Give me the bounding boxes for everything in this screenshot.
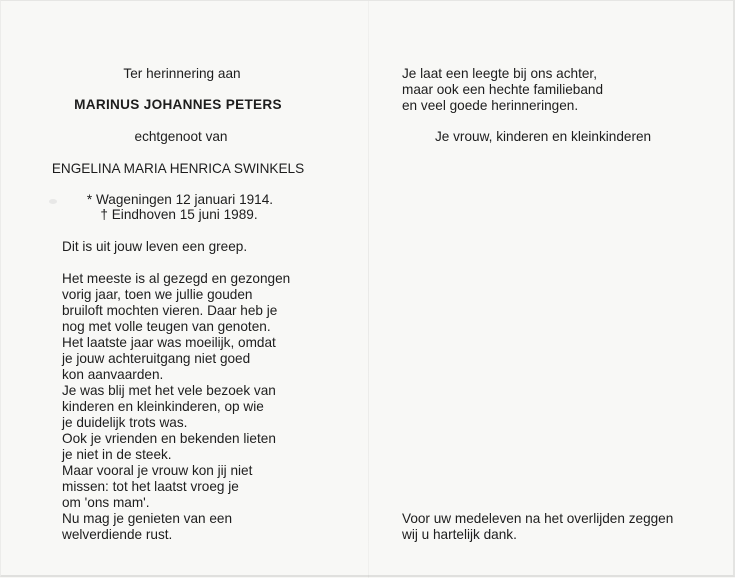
poem-line: om 'ons mam'. xyxy=(62,495,150,510)
poem-line: kinderen en kleinkinderen, op wie xyxy=(62,399,264,414)
poem-line: je jouw achteruitgang niet goed xyxy=(62,351,251,366)
thanks-line: Voor uw medeleven na het overlijden zeggen xyxy=(402,511,674,526)
poem-line: Ook je vrienden en bekenden lieten xyxy=(62,431,276,446)
thanks-line: wij u hartelijk dank. xyxy=(402,527,517,542)
poem-line: je duidelijk trots was. xyxy=(62,415,188,430)
poem-line: je niet in de steek. xyxy=(62,447,172,462)
verse-line: en veel goede herinneringen. xyxy=(402,98,579,113)
deceased-name: MARINUS JOHANNES PETERS xyxy=(74,97,282,112)
poem-line: Het meeste is al gezegd en gezongen xyxy=(62,271,291,286)
verse-line: Je laat een leegte bij ons achter, xyxy=(402,66,597,81)
family-signature: Je vrouw, kinderen en kleinkinderen xyxy=(435,129,652,144)
poem-line: Nu mag je genieten van een xyxy=(62,511,233,526)
card-fold-line xyxy=(368,1,369,578)
death-date: † Eindhoven 15 juni 1989. xyxy=(100,207,258,222)
verse-line: maar ook een hechte familieband xyxy=(402,82,604,97)
poem-line: vorig jaar, toen we jullie gouden xyxy=(62,287,253,302)
poem-line: nog met volle teugen van genoten. xyxy=(62,319,271,334)
poem-line: welverdiende rust. xyxy=(62,527,173,542)
poem-line: missen: tot het laatst vroeg je xyxy=(62,479,239,494)
remembrance-intro: Ter herinnering aan xyxy=(123,66,241,81)
poem-line: kon aanvaarden. xyxy=(62,367,164,382)
poem-line: Maar vooral je vrouw kon jij niet xyxy=(62,463,253,478)
poem-line: Je was blij met het vele bezoek van xyxy=(62,383,276,398)
spouse-name: ENGELINA MARIA HENRICA SWINKELS xyxy=(51,161,305,176)
opening-line: Dit is uit jouw leven een greep. xyxy=(62,239,248,254)
poem-line: bruiloft mochten vieren. Daar heb je xyxy=(62,303,278,318)
poem-line: Het laatste jaar was moeilijk, omdat xyxy=(62,335,276,350)
birth-date: * Wageningen 12 januari 1914. xyxy=(86,192,274,207)
paper-mark xyxy=(49,199,57,204)
relation-text: echtgenoot van xyxy=(134,129,228,144)
